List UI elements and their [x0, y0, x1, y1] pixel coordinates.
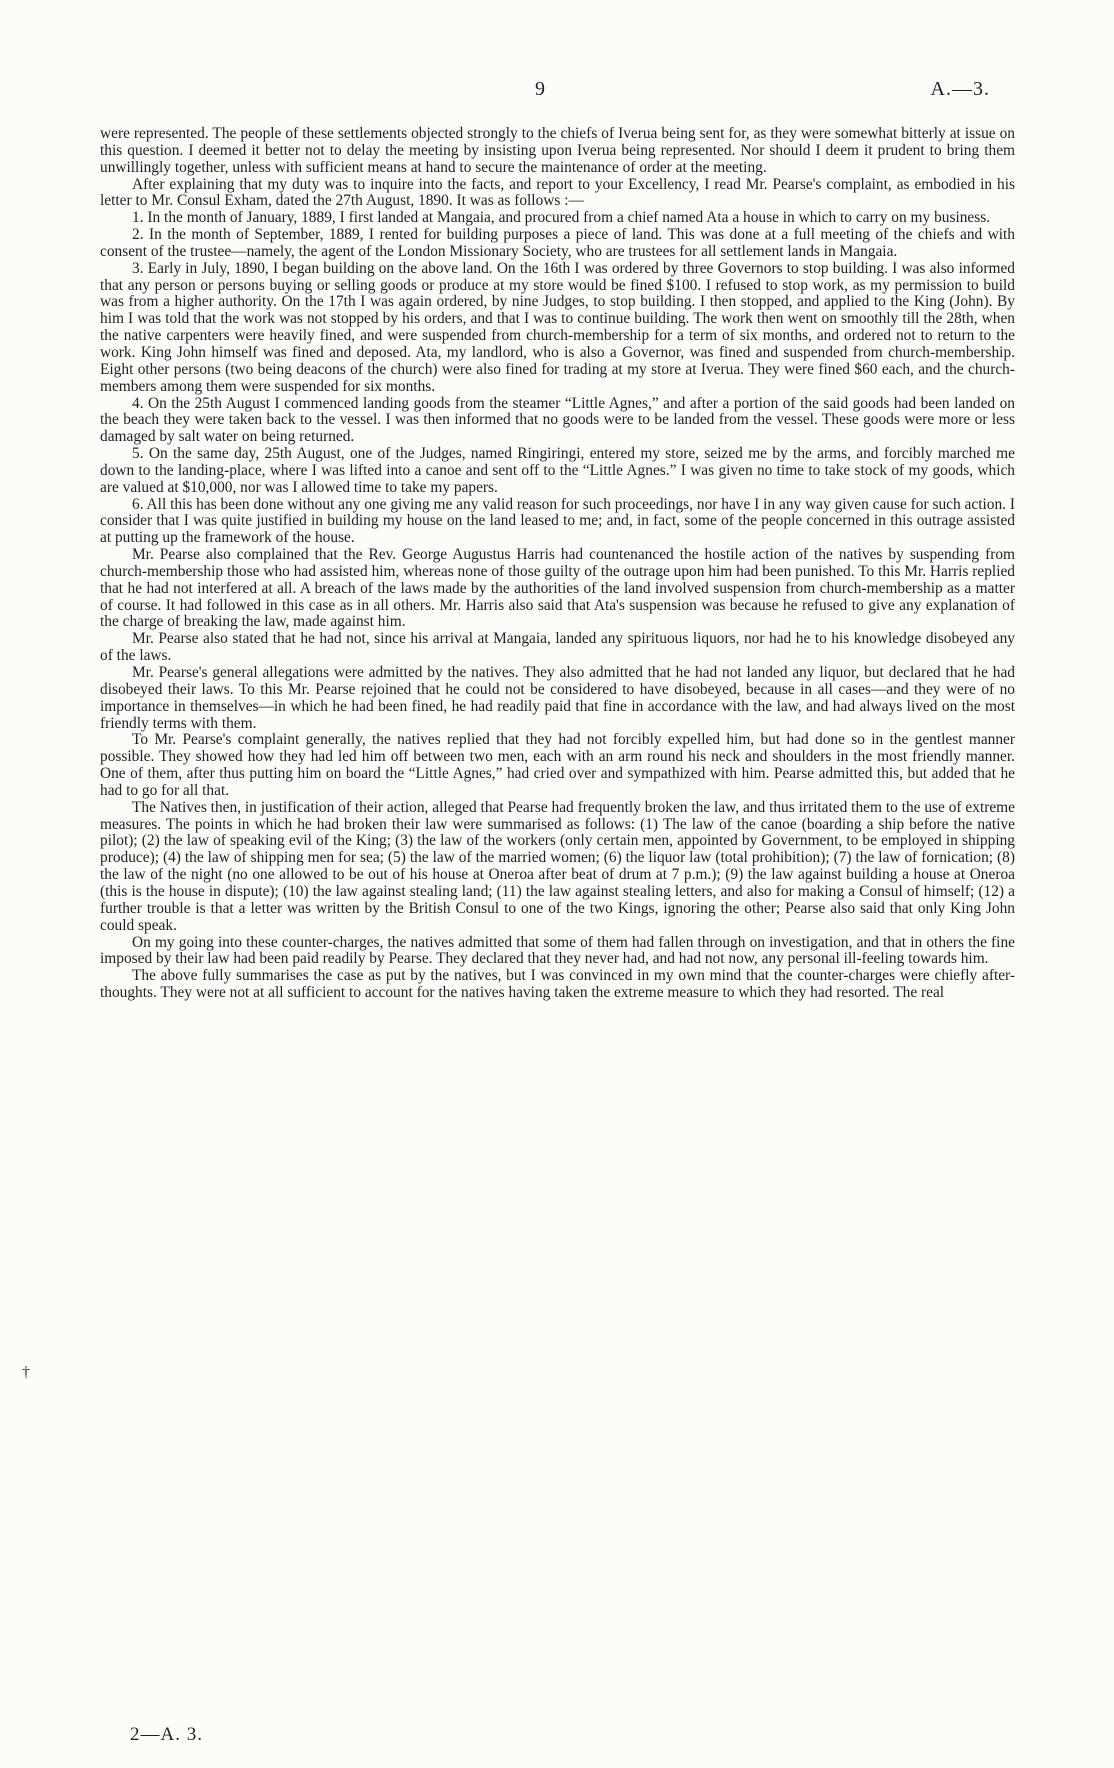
paragraph-investigation: On my going into these counter-charges, the natives admitted that some of them had fallen through on investigation, and that in others the fine imposed by their law had been paid readily by Pearse. They declared that they never had, and had not now, any personal ill-feeling towards him. — [100, 933, 1015, 968]
complaint-item-4: 4. On the 25th August I commenced landing goods from the steamer “Little Agnes,” and after a portion of the said goods had been landed on the beach they were taken back to the vessel. I was then informed that no goods were to be landed from the vessel. These goods were more or less damaged by salt water on being returned. — [100, 394, 1015, 446]
complaint-item-1: 1. In the month of January, 1889, I first landed at Mangaia, and procured from a chief named Ata a house in which to carry on my business. — [132, 209, 991, 227]
page-number: 9 — [535, 78, 545, 100]
paragraph-counter-charges: The Natives then, in justification of their action, alleged that Pearse had frequently broken the law, and thus irritated them to the use of extreme measures. The points in which he had broken their law were summarised as follows: (1) The law of the canoe (boarding a ship before the native pilot); (2) the law of speaking evil of the King; (3) the law of the workers (only certain men, appointed by Government, to be employed in shipping produce); (4) the law of shipping men for sea; (5) the law of the married women; (6) the liquor law (total prohibition); (7) the law of fornication; (8) the law of the night (no one allowed to be out of his house at Oneroa after beat of drum at 7 p.m.); (9) the law against building a house at Oneroa (this is the house in dispute); (10) the law against stealing land; (11) the law against stealing letters, and also for making a Consul of himself; (12) a further trouble is that a letter was written by the British Consul to one of the two Kings, ignoring the other; Pearse also said that only King John could speak. — [100, 798, 1015, 934]
page-signature: 2—A. 3. — [130, 1724, 203, 1745]
paragraph-intro: After explaining that my duty was to inquire into the facts, and report to your Excellency, I read Mr. Pearse's complaint, as embodied in his letter to Mr. Consul Exham, dated the 27th August, 1890. It was as follows :— — [100, 175, 1015, 210]
paragraph-continuation: were represented. The people of these settlements objected strongly to the chiefs of Iverua being sent for, as they were somewhat bitterly at issue on this question. I deemed it better not to delay the meeting by insisting upon Iverua being represented. Nor should I deem it prudent to bring them unwillingly together, unless with sufficient means at hand to secure the maintenance of order at the meeting. — [100, 125, 1015, 176]
complaint-item-3: 3. Early in July, 1890, I began building on the above land. On the 16th I was ordered by three Governors to stop building. I was also informed that any person or persons buying or selling goods or produce at my store would be fined $100. I refused to stop work, as my permission to build was from a higher authority. On the 17th I was again ordered, by nine Judges, to stop building. I then stopped, and applied to the King (John). By him I was told that the work was not stopped by his orders, and that I was to continue building. The work then went on smoothly till the 28th, when the native carpenters were heavily fined, and were suspended from church-membership for a term of six months, and ordered not to return to the work. King John himself was fined and deposed. Ata, my landlord, who is also a Governor, was fined and suspended from church-membership. Eight other persons (two being deacons of the church) were also fined for trading at my store at Iverua. They were fined $60 each, and the church-members among them were suspended for six months. — [100, 259, 1015, 395]
complaint-item-5: 5. On the same day, 25th August, one of the Judges, named Ringiringi, entered my store, seized me by the arms, and forcibly marched me down to the landing-place, where I was lifted into a canoe and sent off to the “Little Agnes.” I was given no time to take stock of my goods, which are valued at $10,000, nor was I allowed time to take my papers. — [100, 445, 1015, 496]
document-reference: A.—3. — [930, 78, 990, 100]
paragraph-summary: The above fully summarises the case as put by the natives, but I was convinced in my own mind that the counter-charges were chiefly after-thoughts. They were not at all sufficient to account for the natives having taken the extreme measure to which they had resorted. The real — [100, 967, 1015, 1002]
paragraph-natives-reply: To Mr. Pearse's complaint generally, the natives replied that they had not forcibly expelled him, but had done so in the gentlest manner possible. They showed how they had led him off between two men, each with an arm round his neck and shoulders in the most friendly manner. One of them, after thus putting him on board the “Little Agnes,” had cried over and sympathized with him. Pearse admitted this, but added that he had to go for all that. — [100, 731, 1015, 799]
complaint-item-2: 2. In the month of September, 1889, I rented for building purposes a piece of land. This was done at a full meeting of the chiefs and with consent of the trustee—namely, the agent of the London Missionary Society, who are trustees for all settlement lands in Mangaia. — [100, 226, 1015, 260]
paragraph-liquors: Mr. Pearse also stated that he had not, since his arrival at Mangaia, landed any spirituous liquors, nor had he to his knowledge disobeyed any of the laws. — [100, 630, 1015, 665]
margin-mark: † — [22, 1364, 30, 1381]
body-text — [100, 126, 1015, 1002]
complaint-item-6: 6. All this has been done without any one giving me any valid reason for such proceedings, nor have I in any way given cause for such action. I consider that I was quite justified in building my house on the land leased to me; and, in fact, some of the people concerned in this outrage assisted at putting up the framework of the house. — [100, 495, 1015, 547]
paragraph-harris: Mr. Pearse also complained that the Rev. George Augustus Harris had countenanced the hostile action of the natives by suspending from church-membership those who had assisted him, whereas none of those guilty of the outrage upon him had been punished. To this Mr. Harris replied that he had not interfered at all. A breach of the laws made by the authorities of the land involved suspension from church-membership as a matter of course. It had followed in this case as in all others. Mr. Harris also said that Ata's suspension was because he refused to give any explanation of the charge of breaking the law, made against him. — [100, 546, 1015, 631]
page-header — [0, 78, 1114, 112]
paragraph-allegations: Mr. Pearse's general allegations were admitted by the natives. They also admitted that he had not landed any liquor, but declared that he had disobeyed their laws. To this Mr. Pearse rejoined that he could not be considered to have disobeyed, because in all cases—and they were of no importance in themselves—in which he had been fined, he had readily paid that fine in accordance with the law, and had always lived on the most friendly terms with them. — [100, 664, 1015, 732]
